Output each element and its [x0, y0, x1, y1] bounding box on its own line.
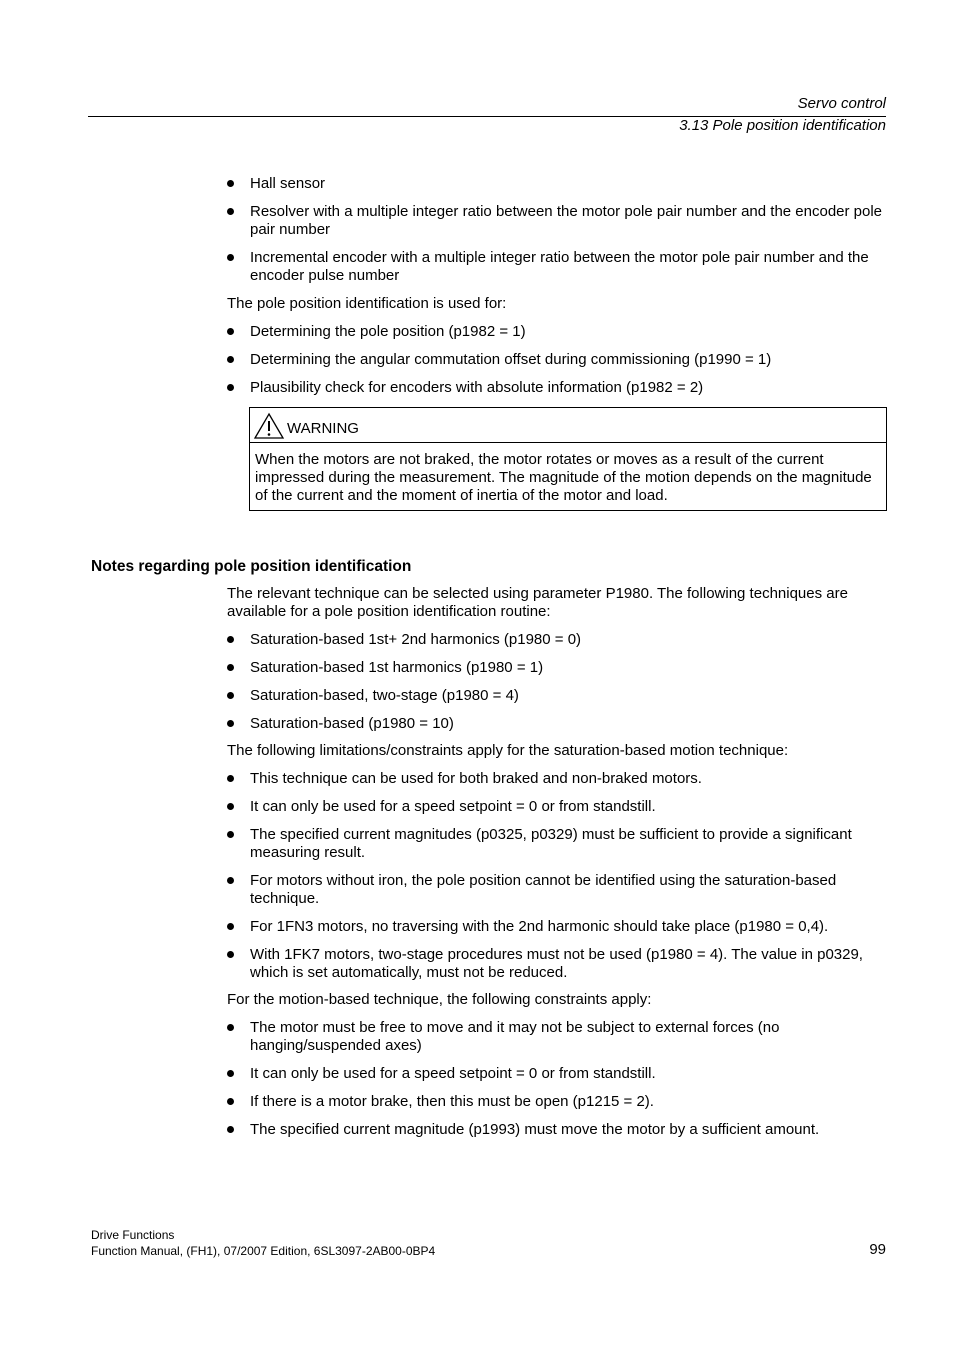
header-chapter: Servo control — [797, 95, 886, 112]
bullet-icon — [227, 384, 234, 391]
list-item: It can only be used for a speed setpoint = 0 or from standstill. — [227, 1065, 887, 1083]
bullet-icon — [227, 1024, 234, 1031]
bullet-icon — [227, 328, 234, 335]
list-item: Hall sensor — [227, 175, 887, 193]
bullet-icon — [227, 720, 234, 727]
footer-manual-info: Function Manual, (FH1), 07/2007 Edition, 6SL3097-2AB00-0BP4 — [91, 1244, 436, 1258]
paragraph: The pole position identification is used for: — [227, 295, 507, 312]
warning-header — [250, 408, 886, 443]
warning-triangle-icon — [253, 412, 285, 440]
list-item: Determining the angular commutation offset during commissioning (p1990 = 1) — [227, 351, 887, 369]
section-heading: Notes regarding pole position identification — [91, 558, 412, 575]
paragraph: The following limitations/constraints apply for the saturation-based motion technique: — [227, 742, 789, 759]
list-item: Saturation-based (p1980 = 10) — [227, 715, 887, 733]
bullet-icon — [227, 636, 234, 643]
header-section: 3.13 Pole position identification — [679, 117, 886, 134]
bullet-icon — [227, 775, 234, 782]
usage-list — [227, 323, 887, 407]
motion-constraints-list — [227, 1019, 887, 1149]
technique-list — [227, 631, 887, 743]
bullet-icon — [227, 356, 234, 363]
bullet-icon — [227, 923, 234, 930]
bullet-icon — [227, 831, 234, 838]
list-item: The motor must be free to move and it may not be subject to external forces (no hanging/suspended axes) — [227, 1019, 887, 1055]
list-item: Determining the pole position (p1982 = 1) — [227, 323, 887, 341]
bullet-icon — [227, 664, 234, 671]
list-item: This technique can be used for both braked and non-braked motors. — [227, 770, 887, 788]
bullet-icon — [227, 877, 234, 884]
list-item: Saturation-based, two-stage (p1980 = 4) — [227, 687, 887, 705]
list-item: Saturation-based 1st+ 2nd harmonics (p1980 = 0) — [227, 631, 887, 649]
bullet-icon — [227, 254, 234, 261]
footer-title: Drive Functions — [91, 1228, 175, 1242]
list-item: Incremental encoder with a multiple integer ratio between the motor pole pair number and the encoder pulse number — [227, 249, 887, 285]
page-number: 99 — [869, 1241, 886, 1258]
warning-label: WARNING — [287, 420, 359, 437]
paragraph: For the motion-based technique, the following constraints apply: — [227, 991, 652, 1008]
list-item: The specified current magnitude (p1993) must move the motor by a sufficient amount. — [227, 1121, 887, 1139]
saturation-constraints-list — [227, 770, 887, 992]
list-item: The specified current magnitudes (p0325, p0329) must be sufficient to provide a significant measuring result. — [227, 826, 887, 862]
list-item: With 1FK7 motors, two-stage procedures must not be used (p1980 = 4). The value in p0329, which is set automatically, must not be reduced. — [227, 946, 887, 982]
list-item: It can only be used for a speed setpoint = 0 or from standstill. — [227, 798, 887, 816]
list-item: Resolver with a multiple integer ratio between the motor pole pair number and the encoder pole pair number — [227, 203, 887, 239]
list-item: If there is a motor brake, then this must be open (p1215 = 2). — [227, 1093, 887, 1111]
list-item: For motors without iron, the pole position cannot be identified using the saturation-based technique. — [227, 872, 887, 908]
bullet-icon — [227, 1070, 234, 1077]
list-item: Saturation-based 1st harmonics (p1980 = 1) — [227, 659, 887, 677]
warning-text: When the motors are not braked, the motor rotates or moves as a result of the current impressed during the measurement. The magnitude of the motion depends on the magnitude of the current and the moment of inertia of the motor and load. — [255, 451, 872, 504]
list-item: For 1FN3 motors, no traversing with the 2nd harmonic should take place (p1980 = 0,4). — [227, 918, 887, 936]
bullet-icon — [227, 1098, 234, 1105]
list-item: Plausibility check for encoders with absolute information (p1982 = 2) — [227, 379, 887, 397]
bullet-icon — [227, 1126, 234, 1133]
bullet-icon — [227, 951, 234, 958]
bullet-icon — [227, 180, 234, 187]
bullet-icon — [227, 803, 234, 810]
paragraph: The relevant technique can be selected using parameter P1980. The following techniques are available for a pole position identification routine: — [227, 585, 848, 620]
bullet-icon — [227, 692, 234, 699]
bullet-icon — [227, 208, 234, 215]
encoder-list — [227, 175, 887, 295]
warning-box — [249, 407, 887, 511]
